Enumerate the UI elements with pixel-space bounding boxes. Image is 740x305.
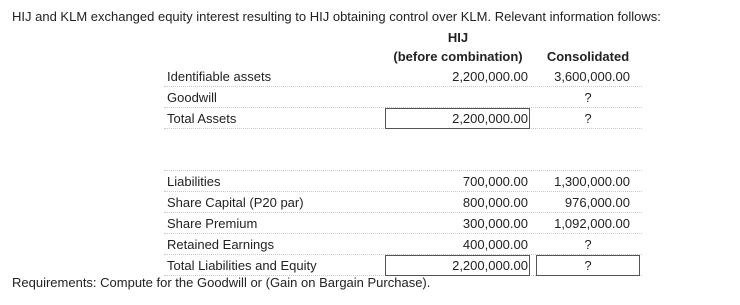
consolidated-value: ? xyxy=(584,90,592,105)
table-row xyxy=(164,192,642,213)
table-row xyxy=(164,87,642,108)
consolidated-value: 976,000.00 xyxy=(564,195,630,210)
hij-value: 2,200,000.00 xyxy=(452,69,528,84)
table-row xyxy=(164,66,642,87)
row-label: Goodwill xyxy=(167,90,217,105)
row-label: Liabilities xyxy=(167,174,221,189)
row-label: Identifiable assets xyxy=(167,69,272,84)
hij-value: 800,000.00 xyxy=(462,195,528,210)
row-label: Share Premium xyxy=(167,216,258,231)
row-label: Retained Earnings xyxy=(167,237,274,252)
table-row xyxy=(164,255,642,276)
hij-value: 2,200,000.00 xyxy=(452,258,528,273)
column-header-consolidated: Consolidated xyxy=(546,49,630,64)
consolidated-value: 1,092,000.00 xyxy=(554,216,630,231)
hij-value: 300,000.00 xyxy=(462,216,528,231)
row-label: Total Assets xyxy=(167,111,237,126)
hij-value: 700,000.00 xyxy=(462,174,528,189)
column-header-before-combination: (before combination) xyxy=(393,49,523,64)
financial-table xyxy=(164,66,642,276)
hij-value: 2,200,000.00 xyxy=(452,111,528,126)
table-row xyxy=(164,213,642,234)
table-row xyxy=(164,234,642,255)
column-header-hij: HIJ xyxy=(447,30,469,45)
consolidated-value: ? xyxy=(584,258,592,273)
consolidated-value: 3,600,000.00 xyxy=(554,69,630,84)
intro-text: HIJ and KLM exchanged equity interest resulting to HIJ obtaining control over KLM. Relevant information follows: xyxy=(12,9,661,24)
consolidated-value: ? xyxy=(584,111,592,126)
row-label: Share Capital (P20 par) xyxy=(167,195,304,210)
requirements-text: Requirements: Compute for the Goodwill or (Gain on Bargain Purchase). xyxy=(12,275,431,290)
table-row xyxy=(164,171,642,192)
consolidated-value: 1,300,000.00 xyxy=(554,174,630,189)
table-spacer-row xyxy=(164,129,642,171)
consolidated-value: ? xyxy=(584,237,592,252)
hij-value: 400,000.00 xyxy=(462,237,528,252)
row-label: Total Liabilities and Equity xyxy=(167,258,317,273)
table-row xyxy=(164,108,642,129)
